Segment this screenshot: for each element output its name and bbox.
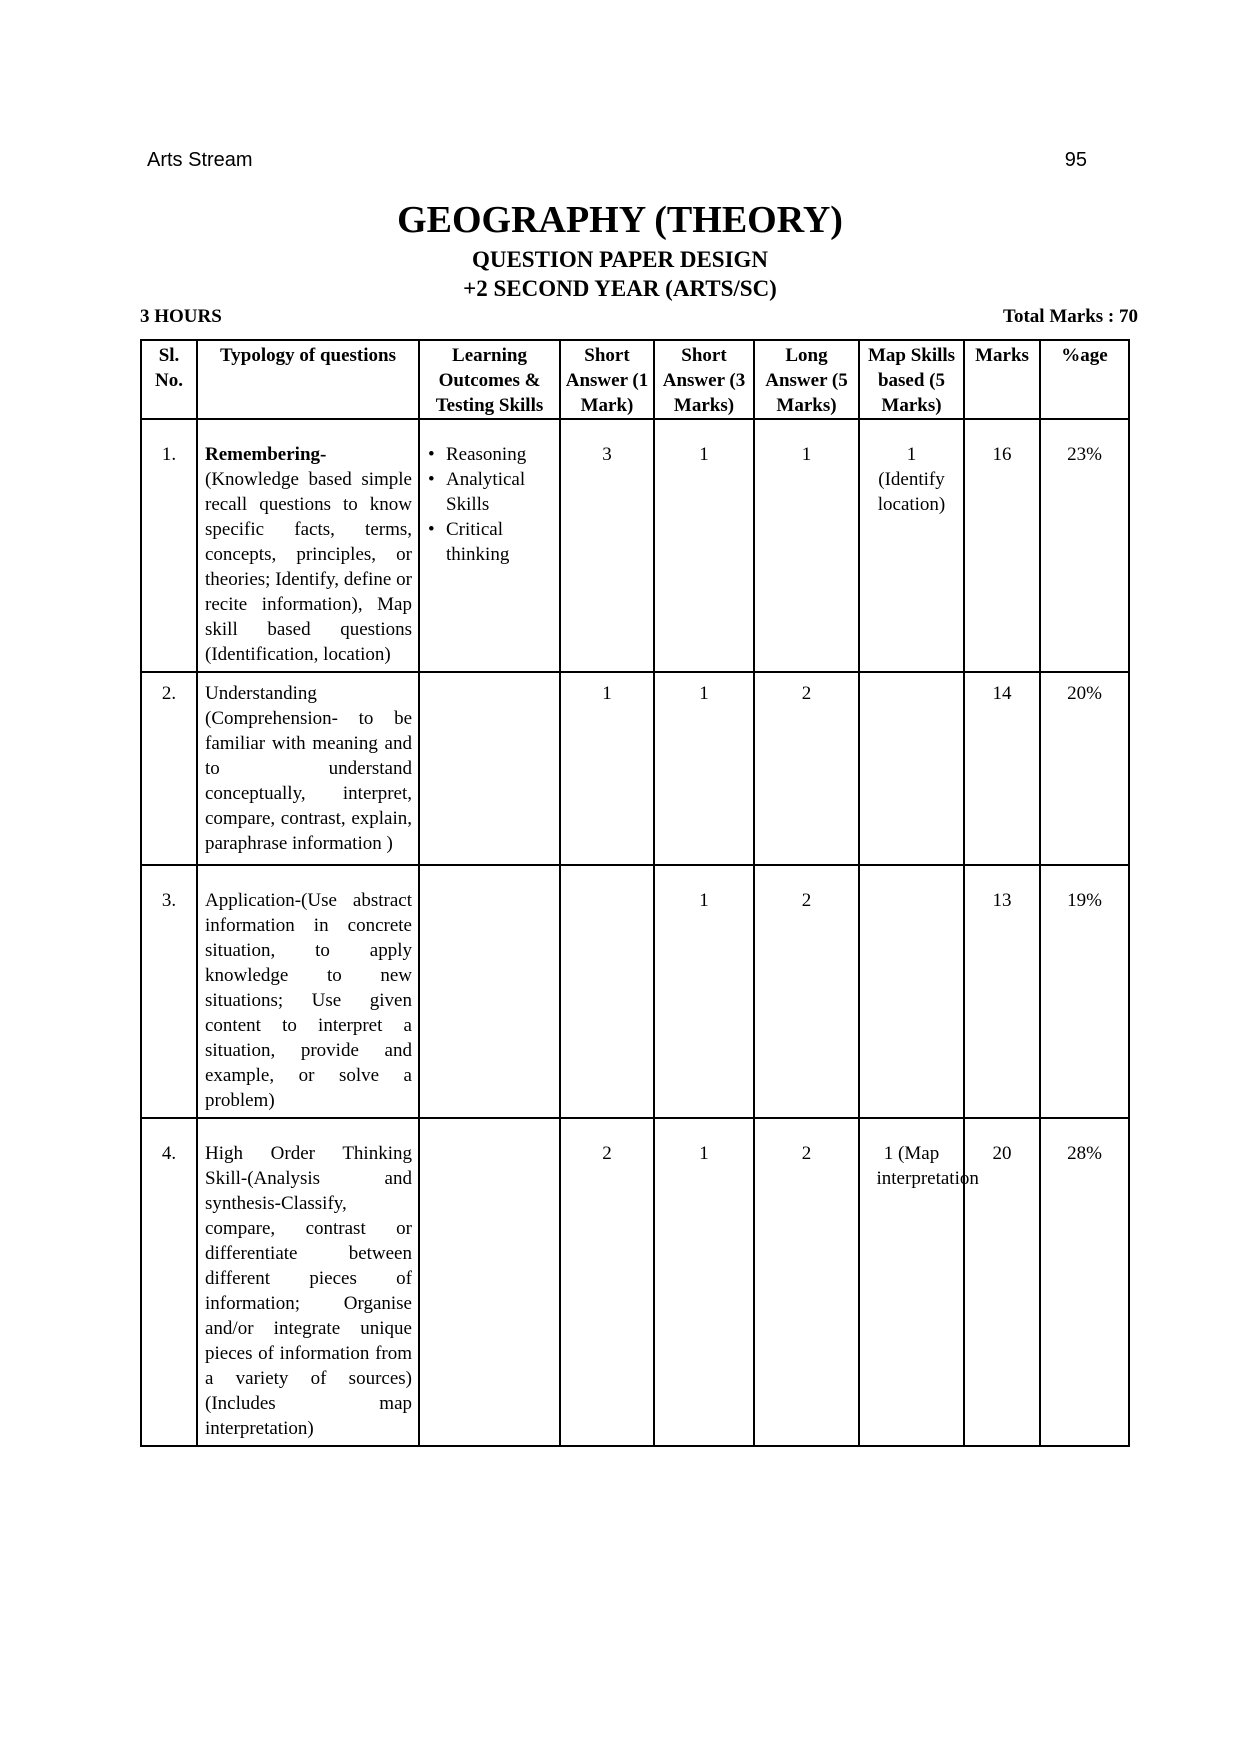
total-marks: Total Marks : 70: [1003, 306, 1138, 327]
cell-long5: 1: [754, 419, 859, 672]
header-sl: Sl. No.: [141, 340, 197, 419]
cell-pct: 23%: [1040, 419, 1129, 672]
header-typology: Typology of questions: [197, 340, 419, 419]
cell-short3: 1: [654, 865, 754, 1118]
list-item: • Reasoning: [428, 442, 555, 467]
cell-short3: 1: [654, 1118, 754, 1446]
cell-typology: [197, 419, 419, 672]
header-marks: Marks: [964, 340, 1040, 419]
table-row: [141, 1118, 1129, 1446]
table-row: [141, 865, 1129, 1118]
cell-sl: 4.: [141, 1118, 197, 1446]
table-row: [141, 419, 1129, 672]
header-short1: Short Answer (1 Mark): [560, 340, 654, 419]
page-title: GEOGRAPHY (THEORY): [397, 199, 843, 241]
question-design-table: [140, 339, 1130, 1447]
cell-learning-outcomes: [419, 419, 560, 672]
cell-short1: [560, 865, 654, 1118]
outcomes-list: [428, 442, 555, 567]
cell-pct: 20%: [1040, 672, 1129, 865]
cell-short1: 1: [560, 672, 654, 865]
header-pct: %age: [1040, 340, 1129, 419]
stream-label: Arts Stream: [147, 149, 253, 171]
cell-marks: 14: [964, 672, 1040, 865]
cell-long5: 2: [754, 1118, 859, 1446]
cell-sl: 1.: [141, 419, 197, 672]
cell-short3: 1: [654, 672, 754, 865]
cell-sl: 2.: [141, 672, 197, 865]
typology-desc: (Knowledge based simple recall questions to know specific facts, terms, concepts, principles, or theories; Identify, define or recite information), Map skill based questions (Identification, location): [205, 469, 412, 665]
cell-map: [859, 865, 964, 1118]
cell-map: [859, 672, 964, 865]
cell-marks: 20: [964, 1118, 1040, 1446]
cell-learning-outcomes: [419, 672, 560, 865]
typology-lead: Remembering-: [205, 444, 327, 465]
cell-short1: 3: [560, 419, 654, 672]
duration: 3 HOURS: [140, 306, 222, 327]
list-item: • Analytical Skills: [428, 467, 555, 517]
cell-map: 1 (Map interpretation: [859, 1118, 964, 1446]
header-short3: Short Answer (3 Marks): [654, 340, 754, 419]
header-map: Map Skills based (5 Marks): [859, 340, 964, 419]
header-learning: Learning Outcomes & Testing Skills: [419, 340, 560, 419]
cell-learning-outcomes: [419, 865, 560, 1118]
cell-short3: 1: [654, 419, 754, 672]
header-long5: Long Answer (5 Marks): [754, 340, 859, 419]
subtitle-question-paper: QUESTION PAPER DESIGN: [471, 247, 769, 272]
cell-sl: 3.: [141, 865, 197, 1118]
cell-marks: 13: [964, 865, 1040, 1118]
table-header-row: [141, 340, 1129, 419]
list-item: • Critical thinking: [428, 517, 555, 567]
cell-typology: Application-(Use abstract information in concrete situation, to apply knowledge to new situations; Use given content to interpret a situation, provide and example, or solve a problem): [197, 865, 419, 1118]
cell-typology: High Order Thinking Skill-(Analysis and synthesis-Classify, compare, contrast or differentiate between different pieces of information; Organise and/or integrate unique pieces of information from a variety of sources)(Includes map interpretation): [197, 1118, 419, 1446]
cell-long5: 2: [754, 865, 859, 1118]
cell-pct: 19%: [1040, 865, 1129, 1118]
cell-learning-outcomes: [419, 1118, 560, 1446]
table-row: [141, 672, 1129, 865]
cell-long5: 2: [754, 672, 859, 865]
cell-typology: Understanding (Comprehension- to be familiar with meaning and to understand conceptually, interpret, compare, contrast, explain, paraphrase information ): [197, 672, 419, 865]
subtitle-class: +2 SECOND YEAR (ARTS/SC): [463, 276, 777, 301]
page-number: 95: [1064, 149, 1087, 171]
cell-pct: 28%: [1040, 1118, 1129, 1446]
cell-map: 1 (Identify location): [859, 419, 964, 672]
cell-marks: 16: [964, 419, 1040, 672]
cell-short1: 2: [560, 1118, 654, 1446]
